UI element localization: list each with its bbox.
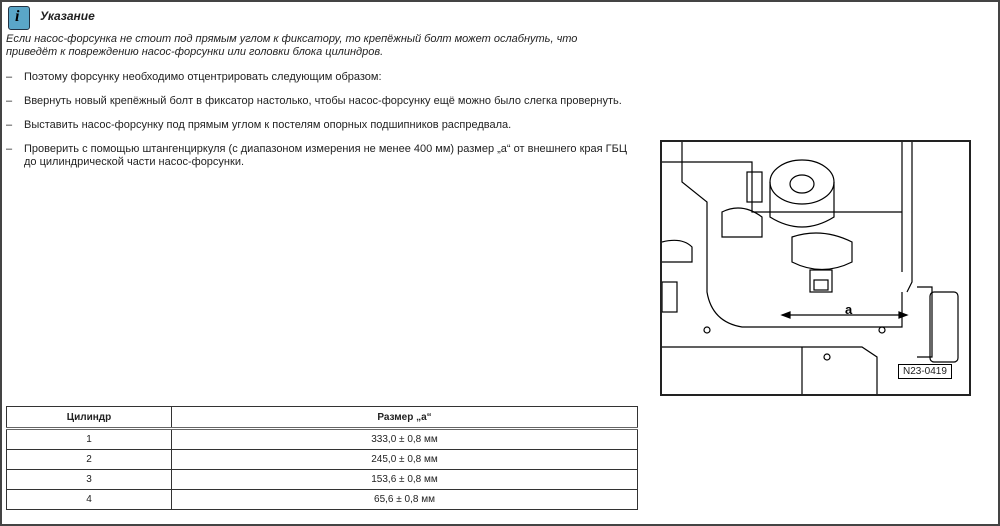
cylinder-cell: 4	[7, 490, 172, 510]
injector-diagram	[660, 140, 971, 396]
dimension-a-label: a	[845, 302, 853, 317]
cylinder-cell: 1	[7, 429, 172, 450]
table-row	[7, 470, 638, 490]
note-title: Указание	[40, 9, 95, 23]
dimension-cell: 153,6 ± 0,8 мм	[172, 470, 638, 490]
dimension-table	[6, 406, 638, 510]
table-row	[7, 450, 638, 470]
info-icon: i	[8, 6, 30, 30]
table-row	[7, 490, 638, 510]
table-header-row	[7, 407, 638, 429]
dimension-cell: 245,0 ± 0,8 мм	[172, 450, 638, 470]
figure-label: N23-0419	[898, 364, 952, 379]
dimension-cell: 65,6 ± 0,8 мм	[172, 490, 638, 510]
header-cylinder: Цилиндр	[7, 407, 172, 429]
header-dimension: Размер „a“	[172, 407, 638, 429]
note-text: Если насос-форсунка не стоит под прямым углом к фиксатору, то крепёжный болт может ослабнуть, что приведёт к повреждению насос-форсунки или головки блока цилиндров.	[6, 33, 578, 58]
table-row	[7, 429, 638, 450]
cylinder-cell: 3	[7, 470, 172, 490]
cylinder-cell: 2	[7, 450, 172, 470]
dimension-cell: 333,0 ± 0,8 мм	[172, 429, 638, 450]
